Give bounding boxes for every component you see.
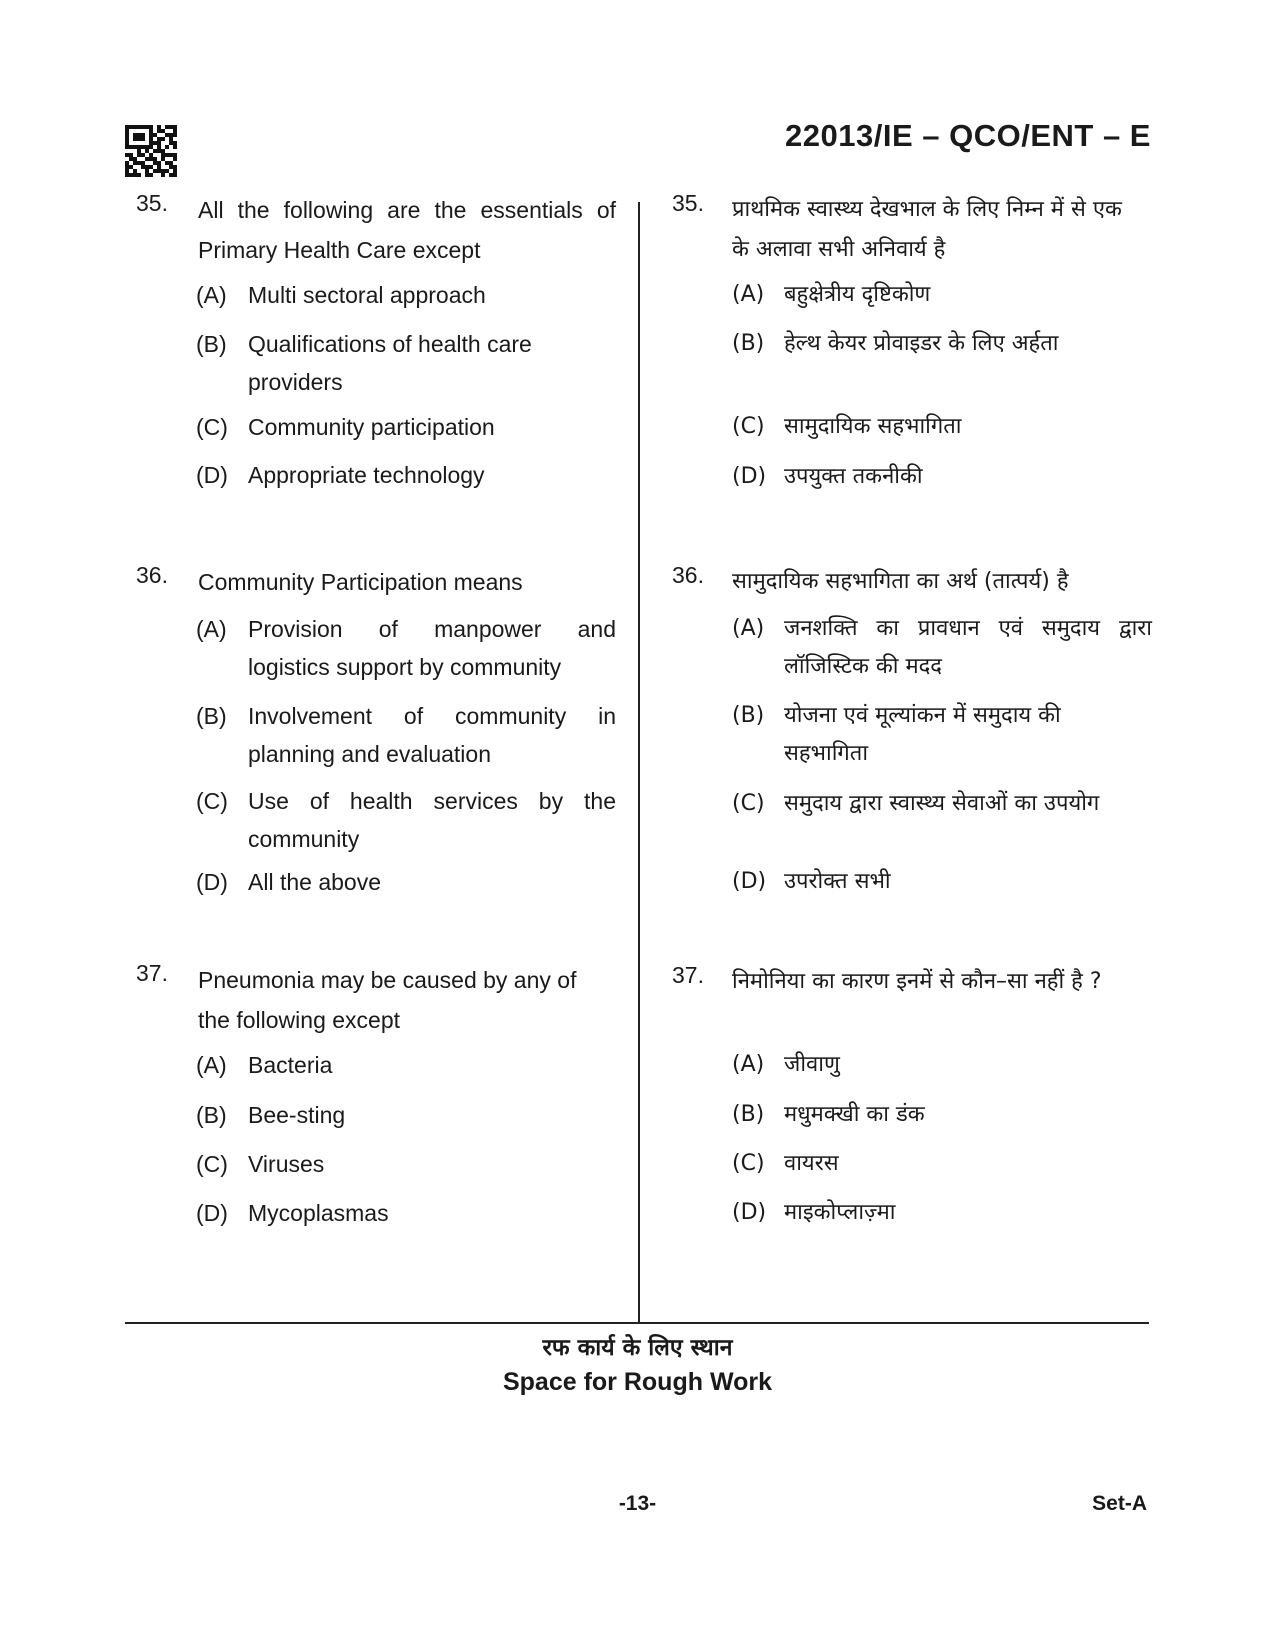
question-text: Community Participation means	[198, 569, 523, 595]
question-number: 35.	[672, 190, 704, 216]
question-text: Pneumonia may be caused by any of the following except	[198, 967, 577, 1033]
set-label: Set-A	[1092, 1492, 1147, 1515]
option-c: (C) सामुदायिक सहभागिता	[732, 414, 962, 439]
option-a: (A) बहुक्षेत्रीय दृष्टिकोण	[732, 282, 931, 307]
option-a: (A) Provision of manpower and logistics support by community	[196, 616, 616, 680]
question-36-en	[136, 562, 616, 602]
question-text: प्राथमिक स्वास्थ्य देखभाल के लिए निम्न में से एक के अलावा सभी अनिवार्य है	[732, 197, 1122, 262]
option-d: (D) माइकोप्लाज़्मा	[732, 1200, 896, 1225]
option-c: (C) समुदाय द्वारा स्वास्थ्य सेवाओं का उपयोग	[732, 791, 1100, 816]
option-c: (C) Community participation	[196, 414, 495, 440]
rough-work-divider	[125, 1322, 1149, 1324]
question-37-hi	[672, 962, 1152, 1002]
option-c: (C) Viruses	[196, 1151, 325, 1177]
option-b: (B) Bee-sting	[196, 1102, 346, 1128]
page-number: -13-	[618, 1492, 657, 1515]
question-35-en	[136, 190, 616, 270]
option-c: (C) वायरस	[732, 1151, 839, 1176]
option-a: (A) Multi sectoral approach	[196, 282, 486, 308]
option-c: (C) Use of health services by the community	[196, 788, 616, 852]
option-b: (B) Involvement of community in planning and evaluation	[196, 703, 616, 767]
question-text: सामुदायिक सहभागिता का अर्थ (तात्पर्य) है	[732, 569, 1069, 594]
option-b: (B) मधुमक्खी का डंक	[732, 1102, 925, 1127]
question-37-en	[136, 960, 616, 1040]
question-number: 35.	[136, 190, 168, 216]
option-d: (D) Appropriate technology	[196, 462, 485, 488]
option-a: (A) जीवाणु	[732, 1052, 840, 1077]
option-d: (D) All the above	[196, 869, 381, 895]
option-b: (B) Qualifications of health care providers	[196, 331, 532, 395]
question-number: 37.	[672, 962, 704, 988]
option-a: (A) जनशक्ति का प्रावधान एवं समुदाय द्वारा लॉजिस्टिक की मदद	[732, 616, 1152, 679]
question-35-hi	[672, 190, 1152, 270]
question-number: 36.	[672, 562, 704, 588]
question-text: All the following are the essentials of Primary Health Care except	[198, 197, 616, 263]
question-36-hi	[672, 562, 1152, 602]
question-number: 36.	[136, 562, 168, 588]
paper-code: 22013/IE – QCO/ENT – E	[785, 118, 1151, 153]
question-text: निमोनिया का कारण इनमें से कौन–सा नहीं है ?	[732, 969, 1102, 994]
rough-work-label-hindi: रफ कार्य के लिए स्थान	[542, 1335, 733, 1361]
question-number: 37.	[136, 960, 168, 986]
rough-work-label: Space for Rough Work	[502, 1368, 772, 1396]
qr-code	[125, 125, 177, 177]
option-a: (A) Bacteria	[196, 1052, 333, 1078]
option-d: (D) उपरोक्त सभी	[732, 869, 891, 894]
option-b: (B) योजना एवं मूल्यांकन में समुदाय की सहभागिता	[732, 703, 1061, 766]
column-divider	[638, 202, 640, 1322]
option-d: (D) उपयुक्त तकनीकी	[732, 464, 923, 489]
option-b: (B) हेल्थ केयर प्रोवाइडर के लिए अर्हता	[732, 331, 1059, 356]
option-d: (D) Mycoplasmas	[196, 1200, 389, 1226]
